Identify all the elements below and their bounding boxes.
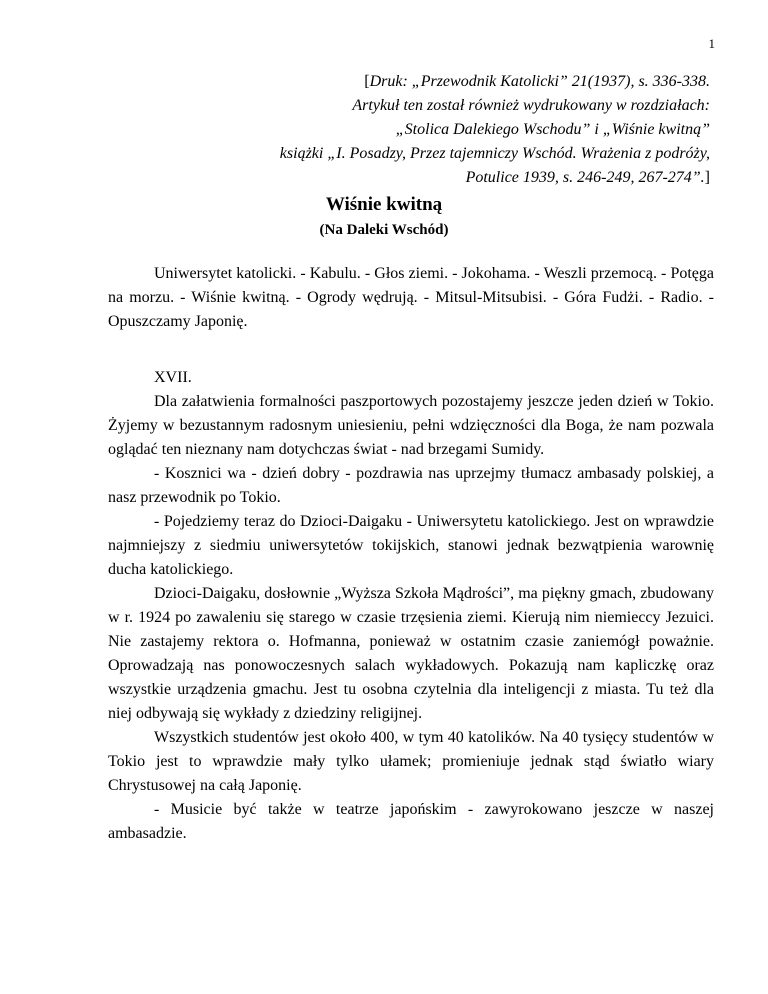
source-note-line: książki „I. Posadzy, Przez tajemniczy Wschód. Wrażenia z podróży, — [279, 145, 710, 162]
page-number: 1 — [708, 36, 715, 51]
chapter-body — [108, 366, 714, 846]
paragraph: Dla załatwienia formalności paszportowych pozostajemy jeszcze jeden dzień w Tokio. Żyjemy w bezustannym radosnym uniesieniu, pełni wdzięczności dla Boga, że nam pozwala oglądać ten nieznany nam dotychczas świat - nad brzegami Sumidy. — [108, 393, 714, 458]
page-subtitle: (Na Daleki Wschód) — [319, 222, 449, 238]
chapter-summary — [108, 262, 714, 334]
source-note-line: Artykuł ten został również wydrukowany w rozdziałach: — [352, 97, 710, 114]
chapter-number: XVII. — [154, 369, 192, 386]
source-note — [70, 70, 710, 190]
close-bracket: ] — [704, 169, 710, 186]
source-note-line: „Stolica Dalekiego Wschodu” i „Wiśnie kwitną” — [395, 121, 710, 138]
open-bracket: [ — [364, 73, 370, 90]
summary-paragraph: Uniwersytet katolicki. - Kabulu. - Głos ziemi. - Jokohama. - Weszli przemocą. - Potęga na morzu. - Wiśnie kwitną. - Ogrody wędrują. - Mitsul-Mitsubisi. - Góra Fudżi. - Radio. - Opuszczamy Japonię. — [108, 265, 714, 330]
source-note-text: Potulice 1939, s. 246-249, 267-274”. — [465, 169, 705, 186]
paragraph: - Kosznici wa - dzień dobry - pozdrawia nas uprzejmy tłumacz ambasady polskiej, a nasz przewodnik po Tokio. — [108, 465, 714, 506]
source-note-text: Druk: „Przewodnik Katolicki” 21(1937), s. 336-338. — [369, 73, 710, 90]
source-note-line — [70, 166, 710, 190]
paragraph: - Pojedziemy teraz do Dzioci-Daigaku - Uniwersytetu katolickiego. Jest on wprawdzie najmniejszy z siedmiu uniwersytetów tokijskich, stanowi jednak bezwątpienia warownię ducha katolickiego. — [108, 513, 714, 578]
source-note-line — [70, 70, 710, 94]
paragraph: Wszystkich studentów jest około 400, w tym 40 katolików. Na 40 tysięcy studentów w Tokio jest to wprawdzie mały tylko ułamek; promieniuje jednak stąd światło wiary Chrystusowej na całą Japonię. — [108, 729, 714, 794]
page-title: Wiśnie kwitną — [325, 194, 443, 215]
paragraph: Dzioci-Daigaku, dosłownie „Wyższa Szkoła Mądrości”, ma piękny gmach, zbudowany w r. 1924 po zawaleniu się starego w czasie trzęsienia ziemi. Kierują nim niemieccy Jezuici. Nie zastajemy rektora o. Hofmanna, ponieważ w ostatnim czasie zaniemógł poważnie. Oprowadzają nas ponowoczesnych salach wykładowych. Pokazują nam kapliczkę oraz wszystkie urządzenia gmachu. Jest tu osobna czytelnia dla inteligencji z miasta. Tu też dla niej odbywają się wykłady z dziedziny religijnej. — [108, 585, 714, 722]
paragraph: - Musicie być także w teatrze japońskim - zawyrokowano jeszcze w naszej ambasadzie. — [108, 801, 714, 842]
